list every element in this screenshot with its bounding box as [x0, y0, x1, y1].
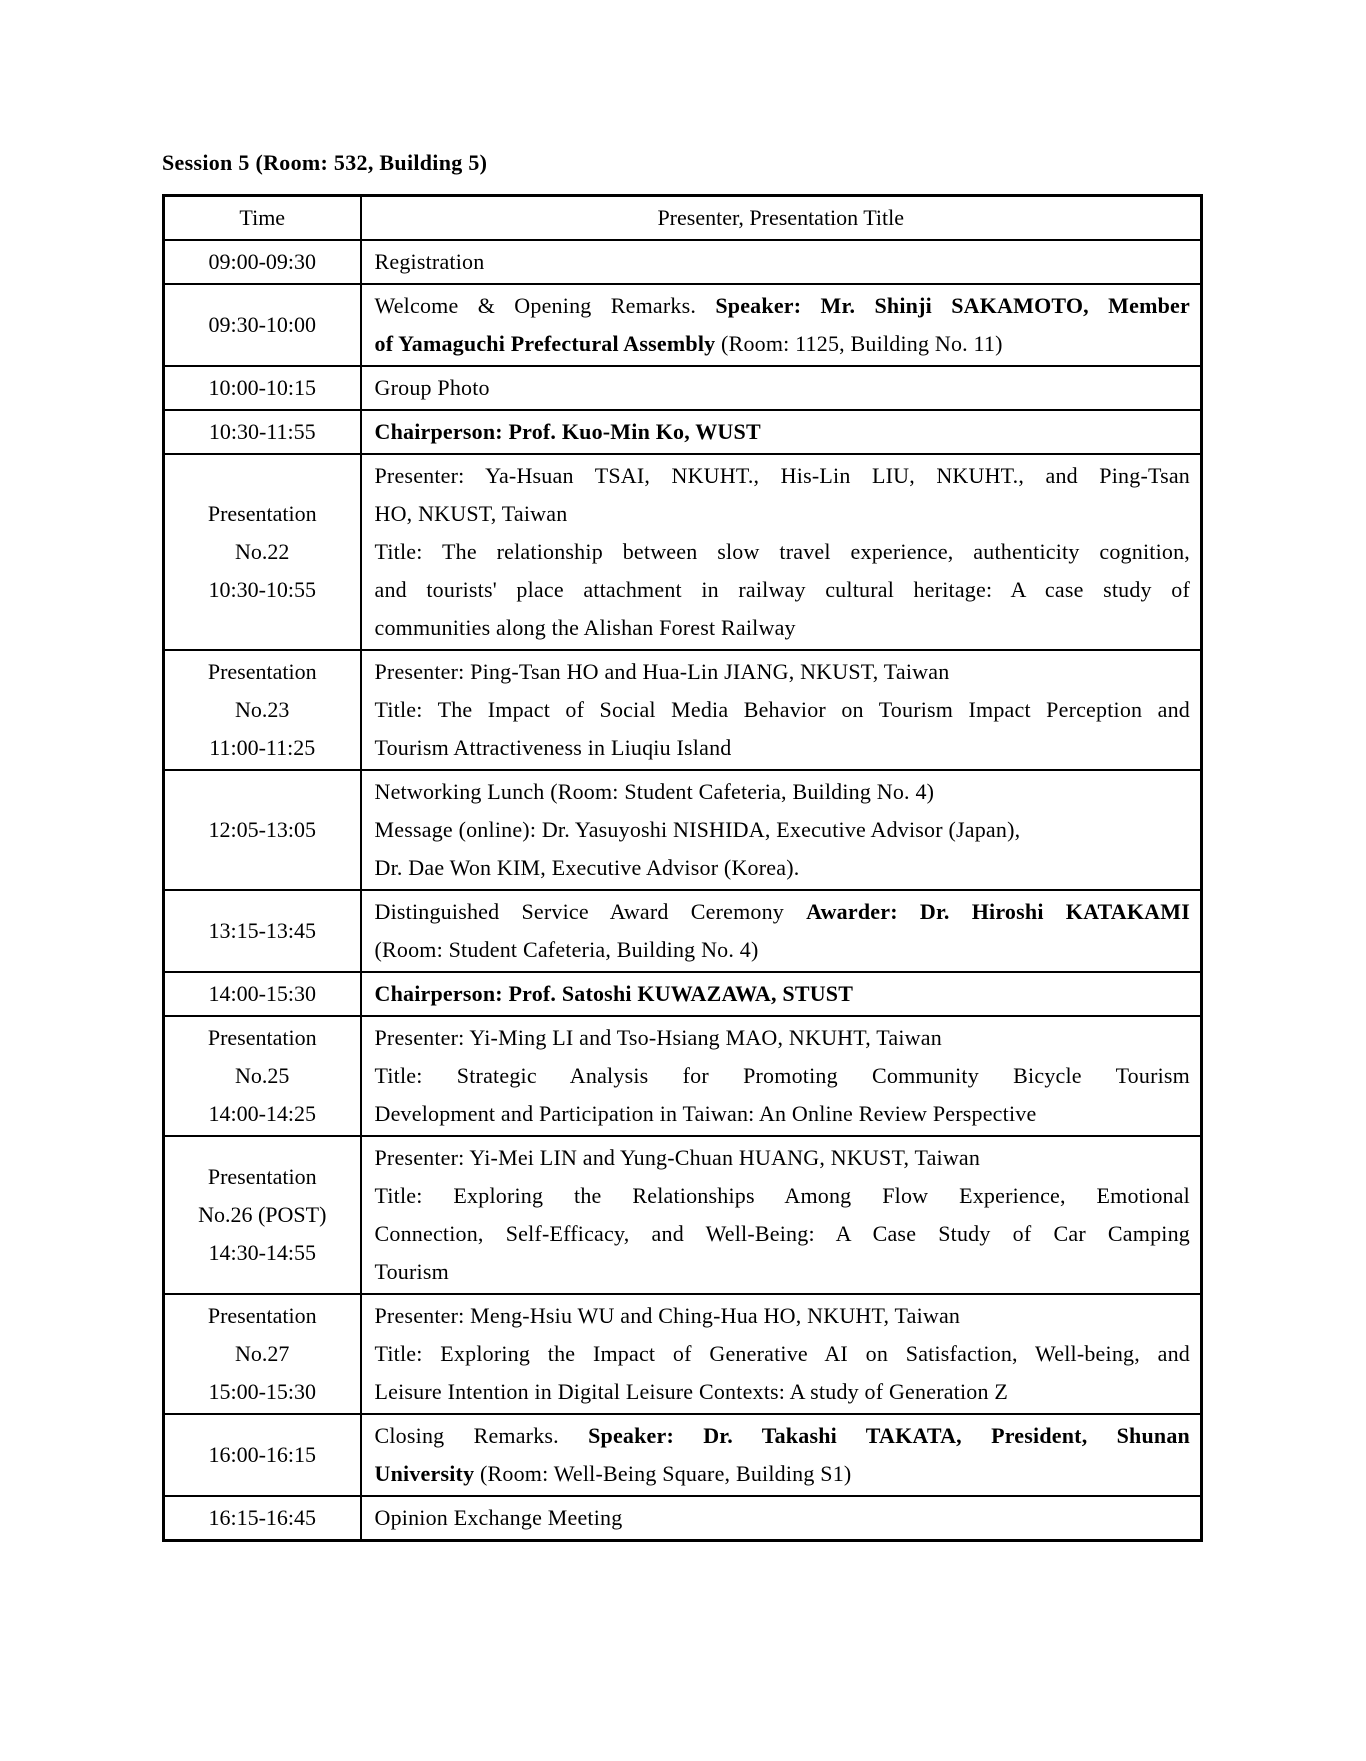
time-cell: [164, 972, 361, 1016]
time-line: 14:00-14:25: [208, 1101, 317, 1126]
time-cell: [164, 410, 361, 454]
time-line: Presentation: [207, 1025, 317, 1050]
content-line: [375, 691, 1191, 729]
time-cell: [164, 1016, 361, 1136]
text-segment: Title: The Impact of Social Media Behavior on Tourism Impact Perception and: [374, 697, 1190, 722]
time-line: 14:30-14:55: [208, 1240, 317, 1265]
content-cell: [361, 1414, 1202, 1496]
time-cell: [164, 366, 361, 410]
content-line: [375, 609, 1191, 647]
time-line: 16:00-16:15: [208, 1442, 317, 1467]
content-line: [375, 1139, 1191, 1177]
time-line: 09:30-10:00: [208, 312, 317, 337]
time-line: 09:00-09:30: [208, 249, 317, 274]
time-line: 14:00-15:30: [208, 981, 317, 1006]
time-cell: [164, 240, 361, 284]
time-line: 13:15-13:45: [208, 918, 317, 943]
table-row: [164, 890, 1202, 972]
time-cell: [164, 890, 361, 972]
time-cell: [164, 650, 361, 770]
content-line: [375, 287, 1191, 325]
content-line: [375, 811, 1191, 849]
content-line: [375, 369, 1191, 407]
content-cell: [361, 650, 1202, 770]
text-segment: Leisure Intention in Digital Leisure Contexts: A study of Generation Z: [374, 1379, 1009, 1404]
header-row: [164, 196, 1202, 241]
table-row: [164, 1414, 1202, 1496]
content-cell: [361, 366, 1202, 410]
time-line: 10:30-10:55: [208, 577, 317, 602]
time-cell: [164, 1136, 361, 1294]
time-line: Presentation: [207, 659, 317, 684]
table-row: [164, 454, 1202, 650]
content-cell: [361, 410, 1202, 454]
content-line: [375, 243, 1191, 281]
content-line: [375, 1057, 1191, 1095]
table-row: [164, 1496, 1202, 1541]
text-segment: Presenter: Ping-Tsan HO and Hua-Lin JIANG, NKUST, Taiwan: [374, 659, 950, 684]
content-line: [375, 893, 1191, 931]
content-cell: [361, 454, 1202, 650]
text-segment: Welcome & Opening Remarks.: [374, 293, 716, 318]
time-line: 16:15-16:45: [208, 1505, 317, 1530]
text-segment: Connection, Self-Efficacy, and Well-Being: A Case Study of Car Camping: [374, 1221, 1190, 1246]
bold-text-segment: University: [374, 1461, 475, 1486]
time-line: Presentation: [207, 1303, 317, 1328]
content-cell: [361, 1294, 1202, 1414]
text-segment: Opinion Exchange Meeting: [374, 1505, 623, 1530]
bold-text-segment: Chairperson: Prof. Satoshi KUWAZAWA, STUST: [374, 981, 854, 1006]
content-cell: [361, 972, 1202, 1016]
text-segment: Networking Lunch (Room: Student Cafeteria, Building No. 4): [374, 779, 935, 804]
text-segment: Presenter: Yi-Ming LI and Tso-Hsiang MAO, NKUHT, Taiwan: [374, 1025, 942, 1050]
content-line: [375, 413, 1191, 451]
table-row: [164, 770, 1202, 890]
schedule-table-header: [164, 196, 1202, 241]
column-header-presenter: Presenter, Presentation Title: [361, 196, 1202, 241]
text-segment: (Room: Student Cafeteria, Building No. 4): [374, 937, 759, 962]
time-cell: [164, 284, 361, 366]
text-segment: (Room: 1125, Building No. 11): [715, 331, 1003, 356]
content-line: [375, 1373, 1191, 1411]
text-segment: Title: Exploring the Impact of Generative AI on Satisfaction, Well-being, and: [374, 1341, 1190, 1366]
table-row: [164, 1016, 1202, 1136]
page-title: Session 5 (Room: 532, Building 5): [162, 150, 488, 175]
time-line: 15:00-15:30: [208, 1379, 317, 1404]
time-line: 10:00-10:15: [208, 375, 317, 400]
content-line: [375, 1019, 1191, 1057]
time-line: No.22: [235, 539, 290, 564]
content-line: [375, 1095, 1191, 1133]
schedule-table: [162, 194, 1203, 1542]
content-line: [375, 1253, 1191, 1291]
text-segment: Registration: [374, 249, 485, 274]
time-line: 10:30-11:55: [208, 419, 316, 444]
text-segment: (Room: Well-Being Square, Building S1): [474, 1461, 852, 1486]
time-line: No.23: [235, 697, 290, 722]
bold-text-segment: Speaker: Mr. Shinji SAKAMOTO, Member: [715, 293, 1190, 318]
text-segment: Group Photo: [374, 375, 490, 400]
time-cell: [164, 770, 361, 890]
content-line: [375, 1297, 1191, 1335]
text-segment: Title: The relationship between slow travel experience, authenticity cognition,: [374, 539, 1190, 564]
text-segment: Message (online): Dr. Yasuyoshi NISHIDA, Executive Advisor (Japan),: [374, 817, 1021, 842]
table-row: [164, 1294, 1202, 1414]
content-cell: [361, 1496, 1202, 1541]
bold-text-segment: Chairperson: Prof. Kuo-Min Ko, WUST: [374, 419, 761, 444]
table-row: [164, 284, 1202, 366]
table-row: [164, 366, 1202, 410]
content-line: [375, 1335, 1191, 1373]
text-segment: Title: Exploring the Relationships Among Flow Experience, Emotional: [374, 1183, 1190, 1208]
text-segment: Title: Strategic Analysis for Promoting Community Bicycle Tourism: [374, 1063, 1190, 1088]
content-line: [375, 1417, 1191, 1455]
content-line: [375, 495, 1191, 533]
content-line: [375, 975, 1191, 1013]
content-cell: [361, 770, 1202, 890]
time-cell: [164, 454, 361, 650]
content-line: [375, 1499, 1191, 1537]
content-line: [375, 1215, 1191, 1253]
table-row: [164, 410, 1202, 454]
schedule-table-body: [164, 240, 1202, 1541]
text-segment: Tourism: [374, 1259, 449, 1284]
text-segment: Tourism Attractiveness in Liuqiu Island: [374, 735, 732, 760]
content-line: [375, 931, 1191, 969]
bold-text-segment: of Yamaguchi Prefectural Assembly: [374, 331, 716, 356]
time-line: Presentation: [207, 501, 317, 526]
text-segment: Closing Remarks.: [374, 1423, 589, 1448]
time-line: No.27: [235, 1341, 290, 1366]
table-row: [164, 650, 1202, 770]
content-line: [375, 729, 1191, 767]
text-segment: Presenter: Ya-Hsuan TSAI, NKUHT., His-Lin LIU, NKUHT., and Ping-Tsan: [374, 463, 1190, 488]
content-cell: [361, 284, 1202, 366]
content-line: [375, 849, 1191, 887]
bold-text-segment: Speaker: Dr. Takashi TAKATA, President, Shunan: [588, 1423, 1190, 1448]
table-row: [164, 1136, 1202, 1294]
content-line: [375, 1455, 1191, 1493]
content-line: [375, 457, 1191, 495]
content-cell: [361, 1136, 1202, 1294]
content-line: [375, 1177, 1191, 1215]
time-line: 11:00-11:25: [209, 735, 316, 760]
time-cell: [164, 1294, 361, 1414]
content-line: [375, 571, 1191, 609]
time-line: No.26 (POST): [198, 1202, 327, 1227]
text-segment: Dr. Dae Won KIM, Executive Advisor (Korea).: [374, 855, 800, 880]
text-segment: Presenter: Yi-Mei LIN and Yung-Chuan HUANG, NKUST, Taiwan: [374, 1145, 981, 1170]
bold-text-segment: Awarder: Dr. Hiroshi KATAKAMI: [806, 899, 1190, 924]
content-cell: [361, 1016, 1202, 1136]
text-segment: Presenter: Meng-Hsiu WU and Ching-Hua HO, NKUHT, Taiwan: [374, 1303, 961, 1328]
time-line: Presentation: [207, 1164, 317, 1189]
text-segment: Distinguished Service Award Ceremony: [374, 899, 807, 924]
content-line: [375, 653, 1191, 691]
content-cell: [361, 240, 1202, 284]
time-cell: [164, 1414, 361, 1496]
time-line: 12:05-13:05: [208, 817, 317, 842]
content-cell: [361, 890, 1202, 972]
content-line: [375, 325, 1191, 363]
time-cell: [164, 1496, 361, 1541]
text-segment: Development and Participation in Taiwan: An Online Review Perspective: [374, 1101, 1037, 1126]
content-line: [375, 533, 1191, 571]
text-segment: and tourists' place attachment in railway cultural heritage: A case study of: [374, 577, 1190, 602]
table-row: [164, 972, 1202, 1016]
column-header-time: Time: [164, 196, 361, 241]
table-row: [164, 240, 1202, 284]
content-line: [375, 773, 1191, 811]
text-segment: communities along the Alishan Forest Railway: [374, 615, 796, 640]
text-segment: HO, NKUST, Taiwan: [374, 501, 568, 526]
time-line: No.25: [235, 1063, 290, 1088]
